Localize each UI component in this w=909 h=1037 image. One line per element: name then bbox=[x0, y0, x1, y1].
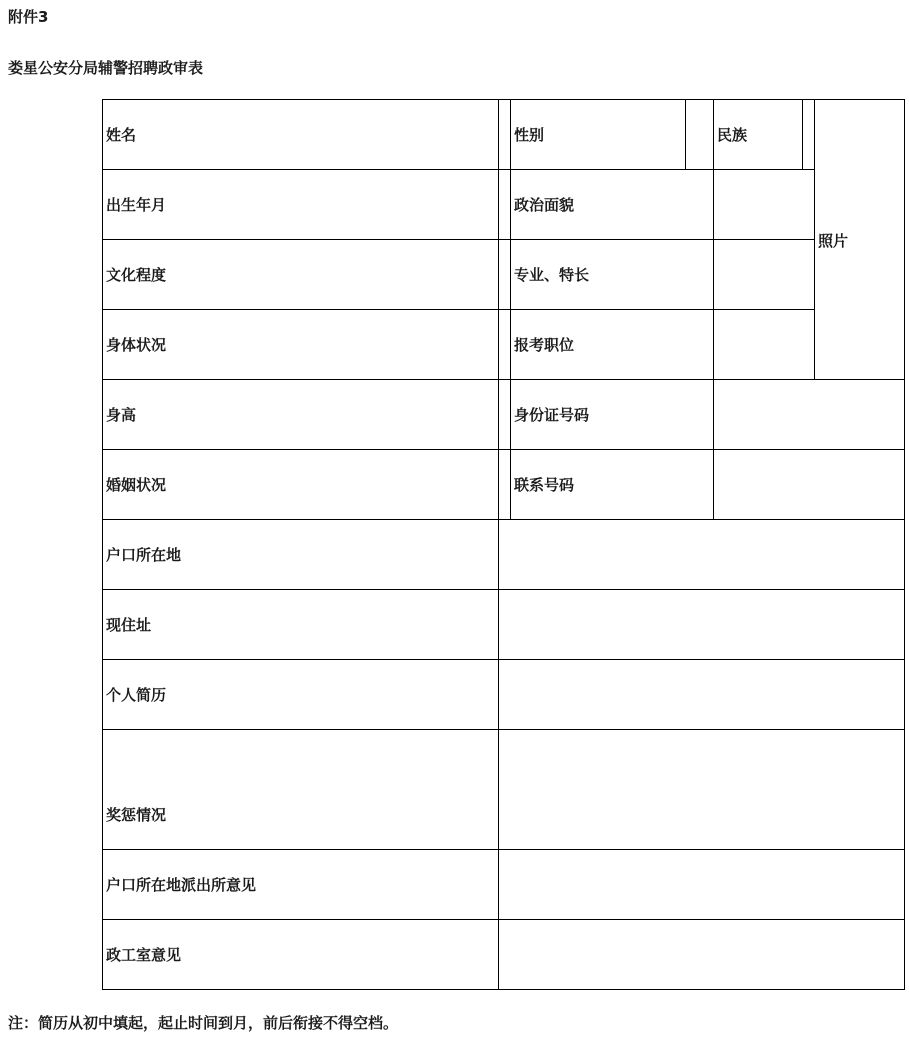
education-label: 文化程度 bbox=[106, 266, 167, 284]
gender-label: 性别 bbox=[514, 126, 545, 144]
ethnicity-label: 民族 bbox=[717, 126, 748, 144]
police-station-opinion-label: 户口所在地派出所意见 bbox=[106, 876, 257, 894]
major-skills-label: 专业、特长 bbox=[514, 266, 590, 284]
table-rule bbox=[102, 309, 815, 310]
table-rule bbox=[102, 989, 905, 990]
name-field[interactable] bbox=[103, 100, 498, 169]
photo-field[interactable] bbox=[815, 100, 904, 379]
political-office-opinion-label: 政工室意见 bbox=[106, 946, 182, 964]
footnote: 注：简历从初中填起，起止时间到月，前后衔接不得空档。 bbox=[8, 1014, 399, 1032]
height-label: 身高 bbox=[106, 406, 137, 424]
table-rule bbox=[102, 169, 815, 170]
photo-label: 照片 bbox=[818, 232, 849, 250]
id-number-field[interactable] bbox=[714, 380, 904, 449]
resume-label: 个人简历 bbox=[106, 686, 167, 704]
table-rule bbox=[102, 239, 815, 240]
current-address-field[interactable] bbox=[499, 590, 904, 659]
gender-field[interactable] bbox=[686, 100, 713, 169]
current-address-label: 现住址 bbox=[106, 616, 152, 634]
form-title: 娄星公安分局辅警招聘政审表 bbox=[8, 59, 204, 77]
applied-position-label: 报考职位 bbox=[514, 336, 575, 354]
table-rule bbox=[904, 99, 905, 990]
id-number-label: 身份证号码 bbox=[514, 406, 590, 424]
attachment-label: 附件3 bbox=[8, 8, 49, 26]
name-label: 姓名 bbox=[106, 126, 137, 144]
political-office-opinion-field[interactable] bbox=[499, 920, 904, 989]
contact-number-label: 联系号码 bbox=[514, 476, 575, 494]
household-registration-label: 户口所在地 bbox=[106, 546, 182, 564]
police-station-opinion-field[interactable] bbox=[499, 850, 904, 919]
health-label: 身体状况 bbox=[106, 336, 167, 354]
major-skills-field[interactable] bbox=[714, 240, 814, 309]
ethnicity-field[interactable] bbox=[803, 100, 814, 169]
rewards-punishments-field[interactable] bbox=[499, 730, 904, 849]
household-registration-field[interactable] bbox=[499, 520, 904, 589]
table-rule bbox=[102, 99, 103, 990]
resume-field[interactable] bbox=[499, 660, 904, 729]
marital-status-label: 婚姻状况 bbox=[106, 476, 167, 494]
birth-date-label: 出生年月 bbox=[106, 196, 167, 214]
political-status-field[interactable] bbox=[714, 170, 814, 239]
political-status-label: 政治面貌 bbox=[514, 196, 575, 214]
contact-number-field[interactable] bbox=[714, 450, 904, 519]
rewards-punishments-label: 奖惩情况 bbox=[106, 806, 167, 824]
applied-position-field[interactable] bbox=[714, 310, 814, 379]
table-rule bbox=[510, 99, 511, 520]
